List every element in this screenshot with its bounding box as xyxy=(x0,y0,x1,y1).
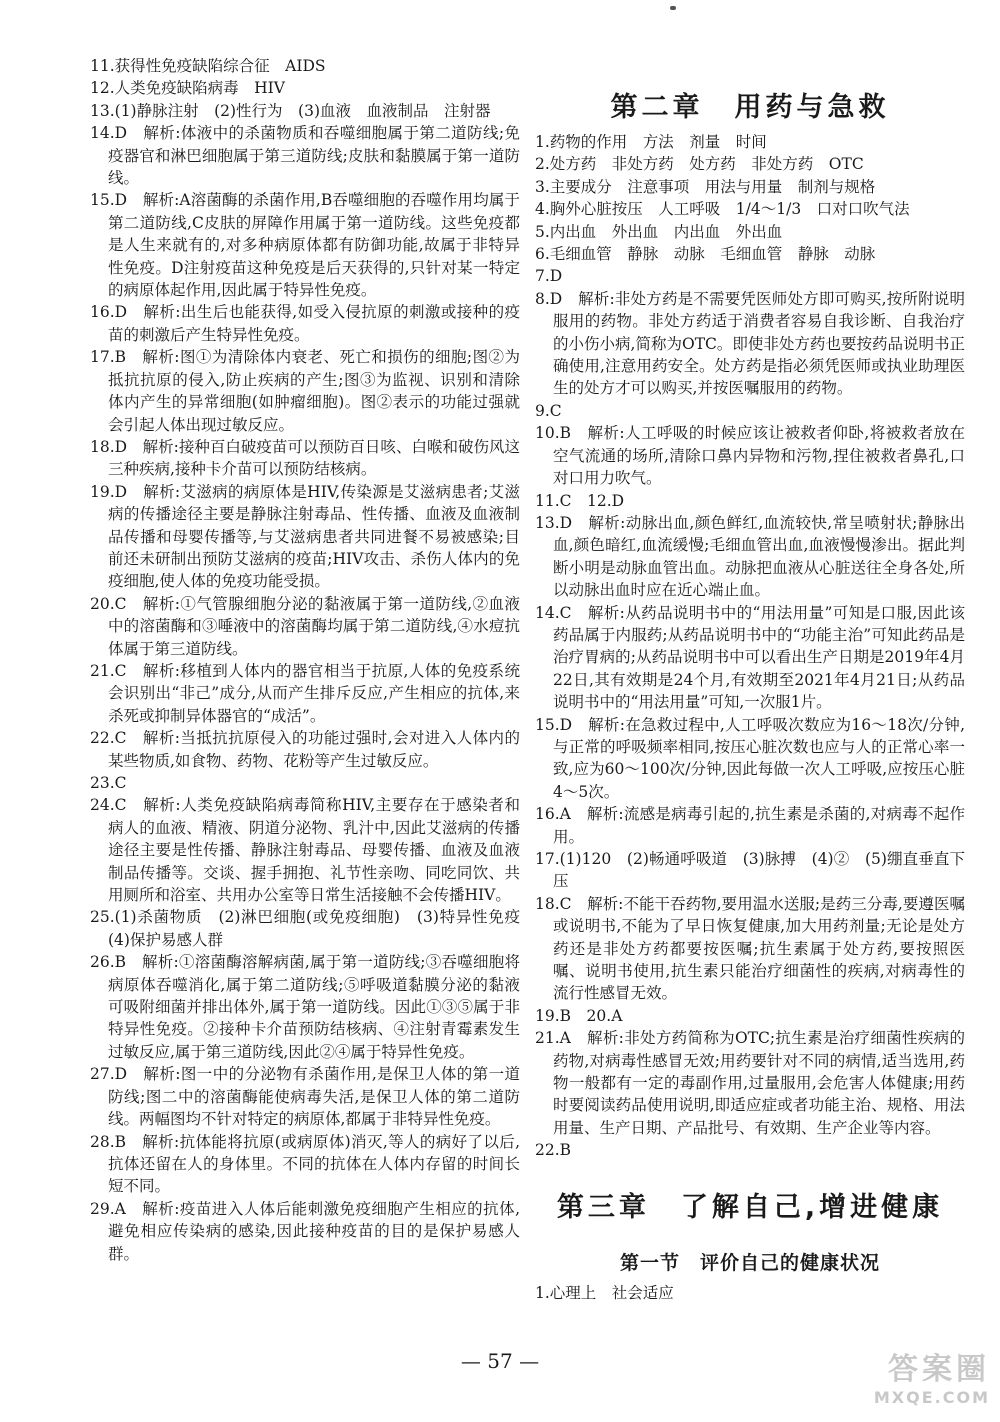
answer-text: 27.D 解析:图一中的分泌物有杀菌作用,是保卫人体的第一道防线;图二中的溶菌酶能使病毒失活,是保卫人体的第二道防线。两幅图均不针对特定的病原体,都属于非特异性免疫。 xyxy=(90,1065,520,1129)
answer-item xyxy=(535,400,965,422)
answer-text: 21.A 解析:非处方药简称为OTC;抗生素是治疗细菌性疾病的药物,对病毒性感冒无效;用药要针对不同的病情,适当选用,药物一般都有一定的毒副作用,过量服用,会危害人体健康;用药时要阅读药品使用说明,即适应症或者功能主治、规格、用法用量、生产日期、产品批号、有效期、生产企业等内容。 xyxy=(535,1029,965,1137)
answer-text: 9.C xyxy=(535,401,562,420)
answer-text: 17.B 解析:图①为清除体内衰老、死亡和损伤的细胞;图②为抵抗抗原的侵入,防止疾病的产生;图③为监视、识别和清除体内产生的异常细胞(如肿瘤细胞)。图②表示的功能过强就会引起人体出现过敏反应。 xyxy=(90,348,520,434)
answer-item xyxy=(535,176,965,198)
section-1-title: 第一节 评价自己的健康状况 xyxy=(619,1252,880,1274)
answer-item xyxy=(535,803,965,848)
section-1-items xyxy=(535,1282,965,1304)
answer-item xyxy=(90,100,520,122)
answer-text: 8.D 解析:非处方药是不需要凭医师处方即可购买,按所附说明服用的药物。非处方药适于消费者容易自我诊断、自我治疗的小伤小病,简称为OTC。即使非处方药也要按药品说明书正确使用,注意用药安全。处方药是指必须凭医师或执业助理医生的处方才可以购买,并按医嘱服用的药物。 xyxy=(535,289,965,398)
watermark-text-bottom: MXQE.COM xyxy=(873,1388,990,1407)
answer-text: 12.人类免疫缺陷病毒 HIV xyxy=(90,79,285,98)
answer-item xyxy=(535,512,965,602)
answer-text: 4.胸外心脏按压 人工呼吸 1/4～1/3 口对口吹气法 xyxy=(535,200,910,219)
chapter-3-title: 第三章 了解自己,增进健康 xyxy=(556,1192,944,1223)
answer-item xyxy=(535,243,965,265)
answer-text: 3.主要成分 注意事项 用法与用量 制剂与规格 xyxy=(535,177,876,196)
answer-text: 23.C xyxy=(90,774,127,792)
answer-item xyxy=(90,301,520,346)
answer-text: 22.B xyxy=(535,1141,572,1160)
answer-text: 25.(1)杀菌物质 (2)淋巴细胞(或免疫细胞) (3)特异性免疫 (4)保护易感人群 xyxy=(90,908,536,949)
answer-item xyxy=(535,198,965,220)
answer-text: 1.药物的作用 方法 剂量 时间 xyxy=(535,133,767,151)
answer-text: 2.处方药 非处方药 处方药 非处方药 OTC xyxy=(535,155,864,174)
answer-text: 24.C 解析:人类免疫缺陷病毒简称HIV,主要存在于感染者和病人的血液、精液、阴道分泌物、乳汁中,因此艾滋病的传播途径主要是性传播、静脉注射毒品、母婴传播、血液及血液制品传播等。交谈、握手拥抱、礼节性亲吻、同吃同饮、共用厕所和浴室、共用办公室等日常生活接触不会传播HIV。 xyxy=(90,796,520,905)
watermark-text-top: 答案圈 xyxy=(888,1352,990,1387)
scan-mark xyxy=(670,6,676,10)
answer-item xyxy=(90,481,520,593)
left-column xyxy=(90,55,536,1265)
answer-item xyxy=(535,848,965,893)
answer-item xyxy=(90,1198,520,1265)
answer-text: 11.C 12.D xyxy=(535,491,625,510)
answer-text: 18.D 解析:接种百白破疫苗可以预防百日咳、白喉和破伤风这三种疾病,接种卡介苗可以预防结核病。 xyxy=(90,437,520,479)
answer-item xyxy=(90,1063,520,1130)
answer-text: 18.C 解析:不能干吞药物,要用温水送服;是药三分毒,要遵医嘱或说明书,不能为了早日恢复健康,加大用药剂量;无论是处方药还是非处方药都要按医嘱;抗生素属于处方药,要按照医嘱、说明书使用,抗生素只能治疗细菌性的疾病,对病毒性的流行性感冒无效。 xyxy=(535,894,965,1003)
answer-text: 13.D 解析:动脉出血,颜色鲜红,血流较快,常呈喷射状;静脉出血,颜色暗红,血流缓慢;毛细血管出血,血液慢慢渗出。据此判断小明是动脉血管出血。动脉把血液从心脏送往全身各处,所以动脉出血时应在近心端止血。 xyxy=(535,513,965,600)
answer-text: 5.内出血 外出血 内出血 外出血 xyxy=(535,222,783,241)
answer-item xyxy=(90,1131,520,1198)
answer-item xyxy=(535,1139,965,1161)
answer-item xyxy=(90,794,520,906)
answer-text: 20.C 解析:①气管腺细胞分泌的黏液属于第一道防线,②血液中的溶菌酶和③唾液中的溶菌酶均属于第二道防线,④水痘抗体属于第三道防线。 xyxy=(90,594,520,658)
answer-item xyxy=(535,131,965,153)
answer-text: 17.(1)120 (2)畅通呼吸道 (3)脉搏 (4)② (5)绷直垂直下压 xyxy=(535,850,965,891)
answer-text: 13.(1)静脉注射 (2)性行为 (3)血液 血液制品 注射器 xyxy=(90,101,491,120)
answer-item xyxy=(90,189,520,301)
answer-item xyxy=(90,346,520,436)
answer-item xyxy=(90,122,520,189)
answer-text: 15.D 解析:在急救过程中,人工呼吸次数应为16～18次/分钟,与正常的呼吸频率相同,按压心脏次数也应与人的正常心率一致,应为60～100次/分钟,因此每做一次人工呼吸,应按压心脏4～5次。 xyxy=(535,715,965,801)
answer-item xyxy=(90,593,520,660)
page-number: — 57 — xyxy=(460,1349,540,1373)
answer-item xyxy=(535,490,965,512)
answer-item xyxy=(90,727,520,772)
answer-item xyxy=(535,893,965,1005)
answer-item xyxy=(535,1282,965,1304)
answer-text: 16.A 解析:流感是病毒引起的,抗生素是杀菌的,对病毒不起作用。 xyxy=(535,805,965,846)
answer-item xyxy=(90,77,520,99)
answer-text: 15.D 解析:A溶菌酶的杀菌作用,B吞噬细胞的吞噬作用均属于第二道防线,C皮肤的屏障作用属于第一道防线。这些免疫都是人生来就有的,对多种病原体都有防御功能,故属于非特异性免疫。D注射疫苗这种免疫是后天获得的,只针对某一特定的病原体起作用,因此属于特异性免疫。 xyxy=(90,191,520,300)
answer-text: 10.B 解析:人工呼吸的时候应该让被救者仰卧,将被救者放在空气流通的场所,清除口鼻内异物和污物,捏住被救者鼻孔,口对口用力吹气。 xyxy=(535,424,965,488)
answer-item xyxy=(535,288,965,400)
answer-text: 22.C 解析:当抵抗抗原侵入的功能过强时,会对进入人体内的某些物质,如食物、药物、花粉等产生过敏反应。 xyxy=(90,729,520,770)
answer-item xyxy=(90,55,520,77)
answer-item xyxy=(535,221,965,243)
answer-item xyxy=(535,602,965,714)
answer-text: 26.B 解析:①溶菌酶溶解病菌,属于第一道防线;③吞噬细胞将病原体吞噬消化,属于第二道防线;⑤呼吸道黏膜分泌的黏液可吸附细菌并排出体外,属于第一道防线。因此①③⑤属于非特异性免疫。②接种卡介苗预防结核病、④注射青霉素发生过敏反应,属于第三道防线,因此②④属于特异性免疫。 xyxy=(90,953,520,1061)
answer-item xyxy=(535,1027,965,1139)
answer-text: 16.D 解析:出生后也能获得,如受入侵抗原的刺激或接种的疫苗的刺激后产生特异性免疫。 xyxy=(90,303,520,344)
answer-item xyxy=(535,1005,965,1027)
answer-text: 14.D 解析:体液中的杀菌物质和吞噬细胞属于第二道防线;免疫器官和淋巴细胞属于第三道防线;皮肤和黏膜属于第一道防线。 xyxy=(90,124,520,188)
answer-item xyxy=(535,714,965,804)
answer-text: 1.心理上 社会适应 xyxy=(535,1284,674,1302)
chapter-2-title: 第二章 用药与急救 xyxy=(610,92,890,123)
answer-item xyxy=(90,951,520,1063)
answer-item xyxy=(90,772,520,794)
answer-item xyxy=(535,153,965,175)
answer-text: 7.D xyxy=(535,267,563,286)
answer-text: 14.C 解析:从药品说明书中的“用法用量”可知是口服,因此该药品属于内服药;从药品说明书中的“功能主治”可知此药品是治疗胃病的;从药品说明书中可以看出生产日期是2019年4月22日,其有效期是24个月,有效期至2021年4月21日;从药品说明书中的“用法用量”可知,一次服1片。 xyxy=(535,603,965,712)
answer-text: 11.获得性免疫缺陷综合征 AIDS xyxy=(90,57,326,75)
answer-text: 28.B 解析:抗体能将抗原(或病原体)消灭,等人的病好了以后,抗体还留在人的身体里。不同的抗体在人体内存留的时间长短不同。 xyxy=(90,1132,520,1196)
answer-item xyxy=(90,436,520,481)
answer-text: 19.B 20.A xyxy=(535,1006,623,1025)
answer-item xyxy=(535,265,965,287)
answer-item xyxy=(90,906,536,951)
right-column xyxy=(535,131,965,1162)
answer-text: 21.C 解析:移植到人体内的器官相当于抗原,人体的免疫系统会识别出“非己”成分,从而产生排斥反应,产生相应的抗体,来杀死或抑制异体器官的“成活”。 xyxy=(90,661,520,725)
answer-item xyxy=(90,660,520,727)
answer-text: 29.A 解析:疫苗进入人体后能刺激免疫细胞产生相应的抗体,避免相应传染病的感染,因此接种疫苗的目的是保护易感人群。 xyxy=(90,1199,520,1263)
answer-text: 6.毛细血管 静脉 动脉 毛细血管 静脉 动脉 xyxy=(535,245,876,264)
answer-text: 19.D 解析:艾滋病的病原体是HIV,传染源是艾滋病患者;艾滋病的传播途径主要是静脉注射毒品、性传播、血液及血液制品传播和母婴传播等,与艾滋病患者共同进餐不易被感染;目前还未研制出预防艾滋病的疫苗;HIV攻击、杀伤人体内的免疫细胞,使人体的免疫功能受损。 xyxy=(90,482,520,591)
watermark-logo xyxy=(830,1344,990,1416)
answer-item xyxy=(535,422,965,489)
